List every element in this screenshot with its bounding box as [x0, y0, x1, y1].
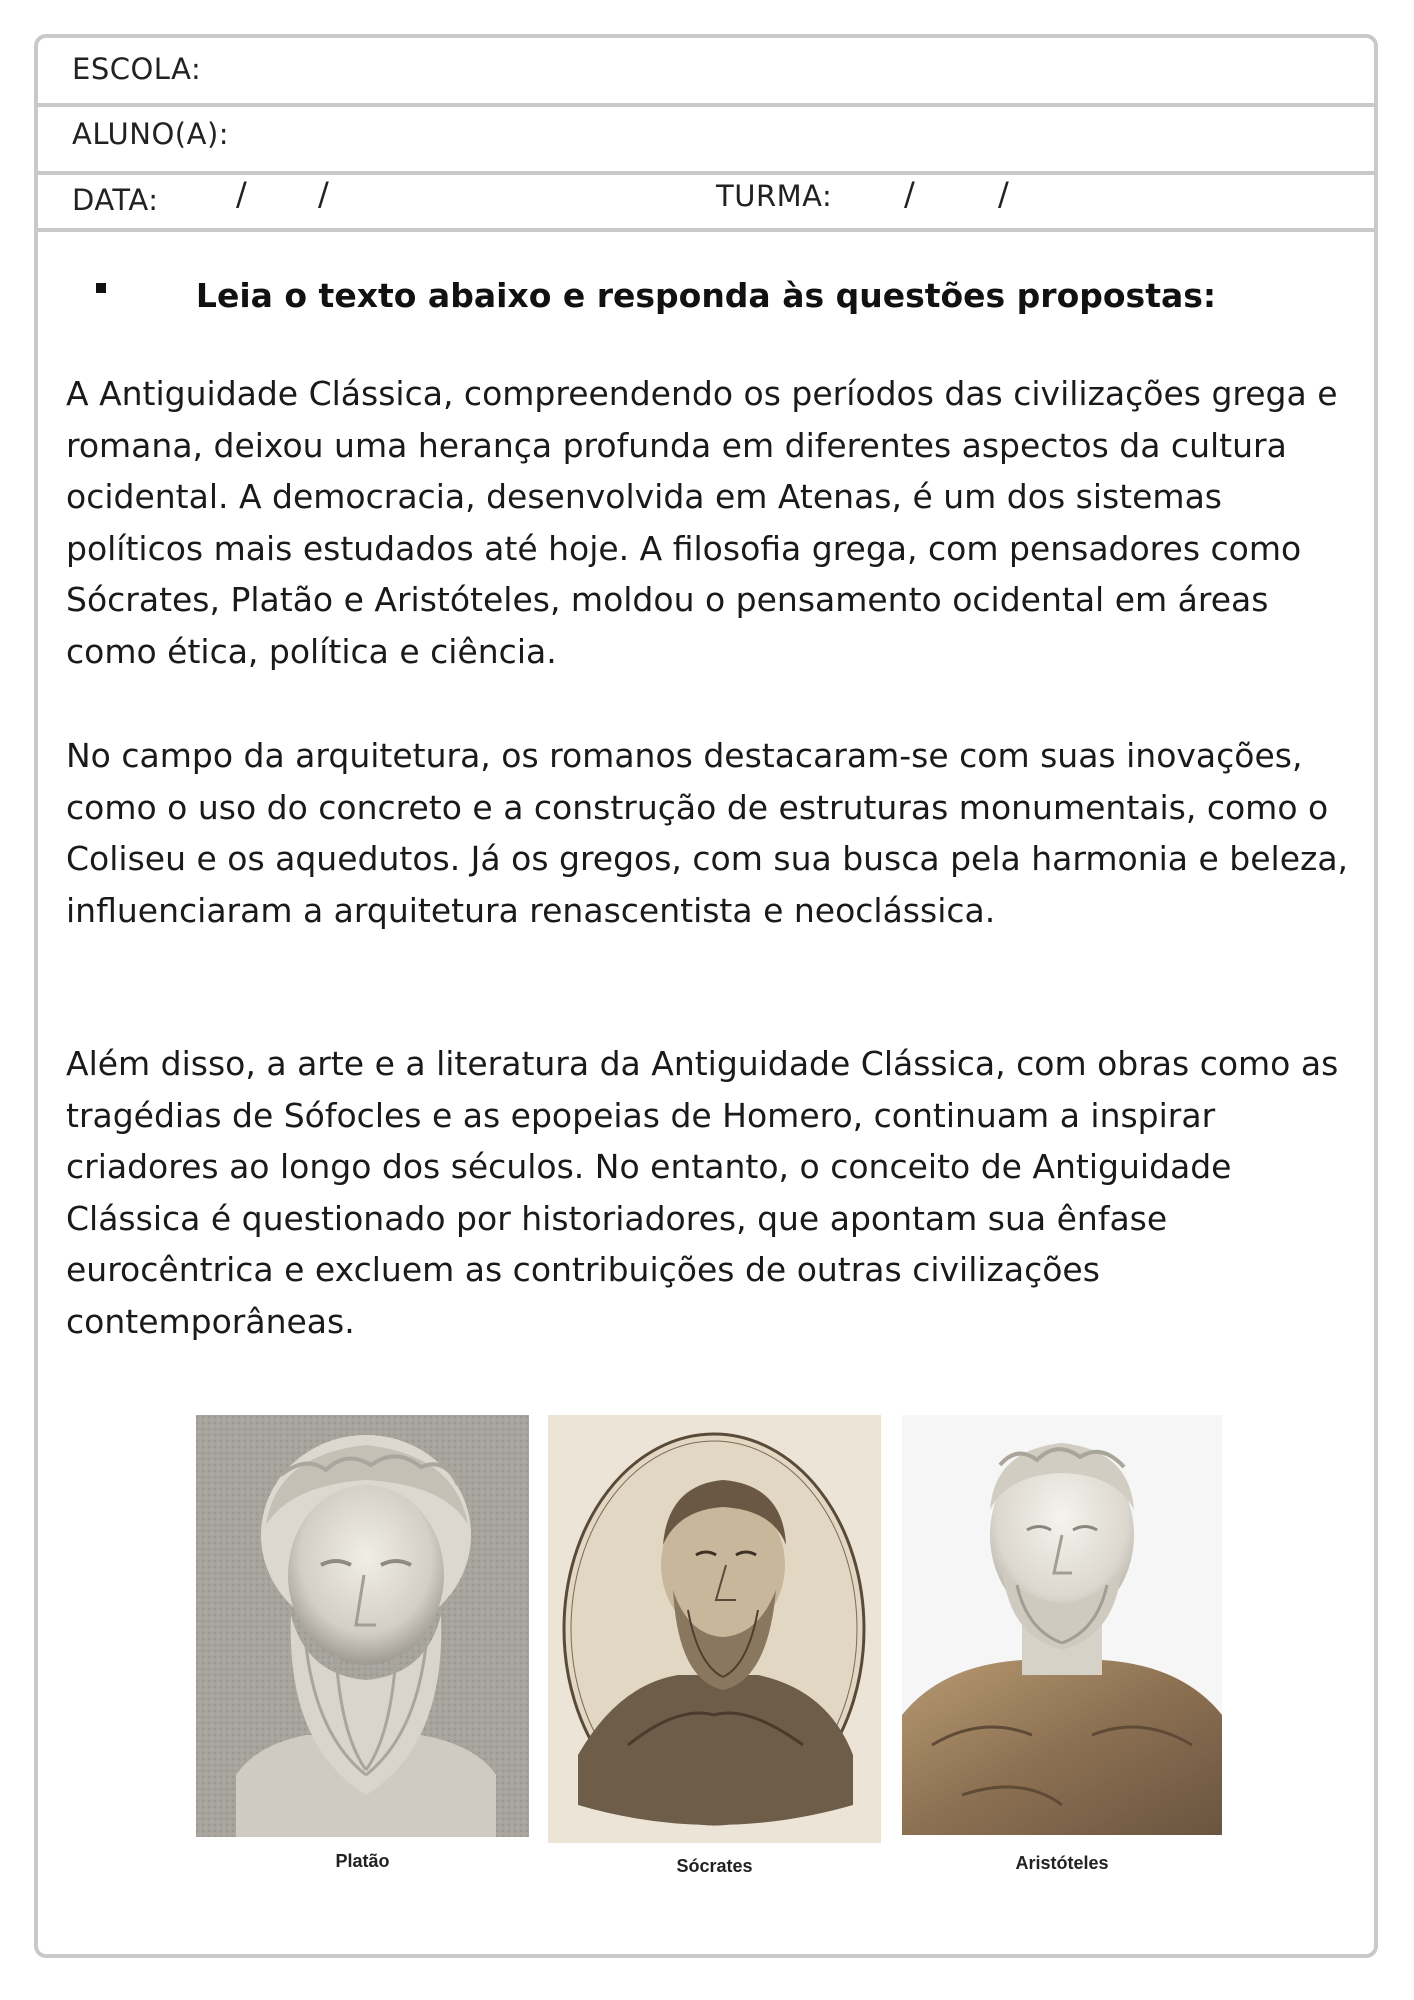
caption-socrates: Sócrates	[676, 1856, 753, 1876]
socrates-portrait	[548, 1415, 881, 1843]
aristotle-portrait	[902, 1415, 1222, 1835]
caption-aristotle: Aristóteles	[1015, 1853, 1109, 1873]
class-slash-2: /	[998, 175, 1009, 213]
date-slash-2: /	[318, 175, 329, 213]
date-slash-1: /	[236, 175, 247, 213]
plato-bust-image	[196, 1415, 529, 1837]
school-label: ESCOLA:	[72, 52, 202, 86]
plato-portrait	[196, 1415, 529, 1837]
worksheet-frame	[34, 34, 1378, 1958]
school-row[interactable]	[38, 38, 1374, 107]
paragraph-3: Além disso, a arte e a literatura da Antiguidade Clássica, com obras como as tragédias de Sófocles e as epopeias de Homero, continuam a inspirar criadores ao longo dos séculos. No entanto, o conceito de Antiguidade Clássica é questionado por historiadores, que apontam sua ênfase eurocêntrica e excluem as contribuições de outras civilizações contemporâneas.	[66, 1044, 1339, 1341]
paragraph-1: A Antiguidade Clássica, compreendendo os períodos das civilizações grega e romana, deixou uma herança profunda em diferentes aspectos da cultura ocidental. A democracia, desenvolvida em Atenas, é um dos sistemas políticos mais estudados até hoje. A filosofia grega, com pensadores como Sócrates, Platão e Aristóteles, moldou o pensamento ocidental em áreas como ética, política e ciência.	[66, 374, 1338, 671]
date-class-row	[38, 171, 1374, 228]
paragraph-2: No campo da arquitetura, os romanos destacaram-se com suas inovações, como o uso do concreto e a construção de estruturas monumentais, como o Coliseu e os aquedutos. Já os gregos, com sua busca pela harmonia e beleza, influenciaram a arquitetura renascentista e neoclássica.	[66, 736, 1349, 930]
aristotle-bust-image	[902, 1415, 1222, 1835]
caption-plato: Platão	[335, 1851, 390, 1871]
class-label: TURMA:	[716, 179, 833, 213]
student-row[interactable]	[38, 103, 1374, 175]
date-label: DATA:	[72, 183, 159, 217]
socrates-engraving-image	[548, 1415, 881, 1843]
class-slash-1: /	[904, 175, 915, 213]
instruction-heading: Leia o texto abaixo e responda às questões propostas:	[195, 276, 1217, 315]
student-label: ALUNO(A):	[72, 117, 230, 151]
header-divider	[38, 228, 1374, 232]
